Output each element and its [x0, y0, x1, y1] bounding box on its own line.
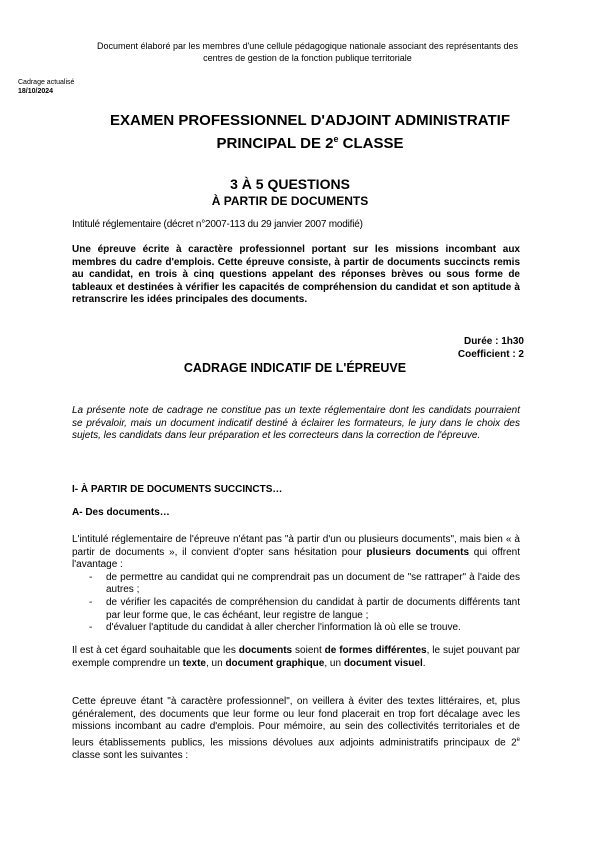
- title-line2-text: PRINCIPAL DE 2: [216, 135, 334, 152]
- list-item: [72, 572, 520, 597]
- cadrage-label: Cadrage actualisé: [18, 79, 75, 86]
- title-line1: EXAMEN PROFESSIONNEL D'ADJOINT ADMINISTRATIF: [110, 112, 510, 129]
- section-heading: I- À PARTIR DE DOCUMENTS SUCCINCTS…: [72, 484, 283, 495]
- p2-text: , un: [324, 657, 342, 669]
- cadrage-title: CADRAGE INDICATIF DE L'ÉPREUVE: [183, 361, 407, 375]
- dash-bullet: -: [89, 596, 93, 608]
- p2-bold: documents: [238, 645, 293, 656]
- p2-text: , un: [205, 657, 223, 669]
- p1-text: L'intitulé réglementaire de l'épreuve n'étant pas "à partir d'un ou plusieurs documents", mais bien « à partir de documents », il convient d'opter sans hésitation pour: [72, 534, 520, 558]
- list-item-text: de vérifier les capacités de compréhension du candidat à partir de documents différents tant par leur forme que, le cas échéant, leur registre de langue ;: [106, 596, 520, 621]
- p2-bold: de formes différentes: [324, 645, 427, 656]
- advantages-list: [72, 572, 520, 635]
- paragraph-caractere-professionnel: [72, 696, 520, 762]
- header-note-line1: Document élaboré par les membres d'une cellule pédagogique nationale associant des représentants des: [97, 41, 518, 51]
- dash-bullet: -: [89, 622, 93, 634]
- p3-superscript: e: [516, 736, 520, 743]
- p3-text: Cette épreuve étant "à caractère professionnel", on veillera à éviter des textes littéraires, et, plus généralement, des documents que leur forme ou leur fond placerait en trop fort décalage avec les missions incombant au cadre d'emplois. Pour mémoire, au sein des collectivités territoriales et de leurs établissements publics, les missions dévolues aux adjoints administratifs principaux de 2: [72, 696, 520, 749]
- p2-bold: document graphique: [225, 657, 325, 669]
- p2-text: soient: [295, 645, 322, 656]
- p2-bold: texte: [182, 657, 206, 669]
- p1-bold: plusieurs documents: [366, 546, 470, 558]
- note-cadrage: La présente note de cadrage ne constitue pas un texte réglementaire dont les candidats pourraient se prévaloir, mais un document indicatif destiné à éclairer les formateurs, le jury dans le choix des sujets, les candidats dans leur préparation et les correcteurs dans la correction de l'épreuve.: [72, 405, 520, 442]
- list-item: [72, 622, 520, 635]
- dash-bullet: -: [89, 571, 93, 583]
- p2-bold: document visuel: [343, 657, 423, 669]
- subtitle-line2: À PARTIR DE DOCUMENTS: [211, 194, 369, 208]
- paragraph-documents: [72, 534, 520, 635]
- subsection-heading: A- Des documents…: [72, 507, 170, 518]
- paragraph-formes: [72, 645, 520, 670]
- p3-text-end: classe sont les suivantes :: [72, 749, 189, 761]
- list-item: [72, 597, 520, 622]
- duree-coefficient: [380, 335, 524, 361]
- cadrage-date: 18/10/2024: [18, 88, 54, 95]
- page-subtitle: [40, 176, 540, 210]
- epreuve-description: Une épreuve écrite à caractère professionnel portant sur les missions incombant aux membres du cadre d'emplois. Cette épreuve consiste, à partir de documents succincts remis au candidat, en trois à cinq questions appelant des réponses brèves ou sous forme de tableaux et destinées à vérifier les capacités de compréhension du candidat et son aptitude à retranscrire les idées principales des documents.: [72, 244, 520, 306]
- list-item-text: de permettre au candidat qui ne comprendrait pas un document de "se rattraper" à l'aide des autres ;: [106, 571, 520, 596]
- page-title: [40, 111, 580, 153]
- coefficient: Coefficient : 2: [457, 349, 524, 360]
- p2-text: , le sujet pouvant par exemple comprendre un: [72, 645, 520, 669]
- title-line2: [40, 130, 580, 153]
- list-item-text: d'évaluer l'aptitude du candidat à aller chercher l'information là où elle se trouve.: [106, 622, 461, 634]
- cadrage-update: [18, 78, 74, 96]
- header-note-line2: centres de gestion de la fonction publique territoriale: [203, 53, 412, 63]
- p2-text: .: [422, 657, 426, 669]
- subtitle-line1: 3 À 5 QUESTIONS: [230, 176, 350, 192]
- intitule-reglementaire: Intitulé réglementaire (décret n°2007-113 du 29 janvier 2007 modifié): [72, 219, 363, 230]
- title-line2-suffix: CLASSE: [338, 135, 404, 152]
- header-note: [40, 40, 575, 64]
- p1-text-end: qui offrent l'avantage :: [72, 546, 521, 571]
- title-superscript: e: [333, 134, 339, 144]
- duree: Durée : 1h30: [463, 336, 524, 347]
- p2-text: Il est à cet égard souhaitable que les: [72, 645, 236, 656]
